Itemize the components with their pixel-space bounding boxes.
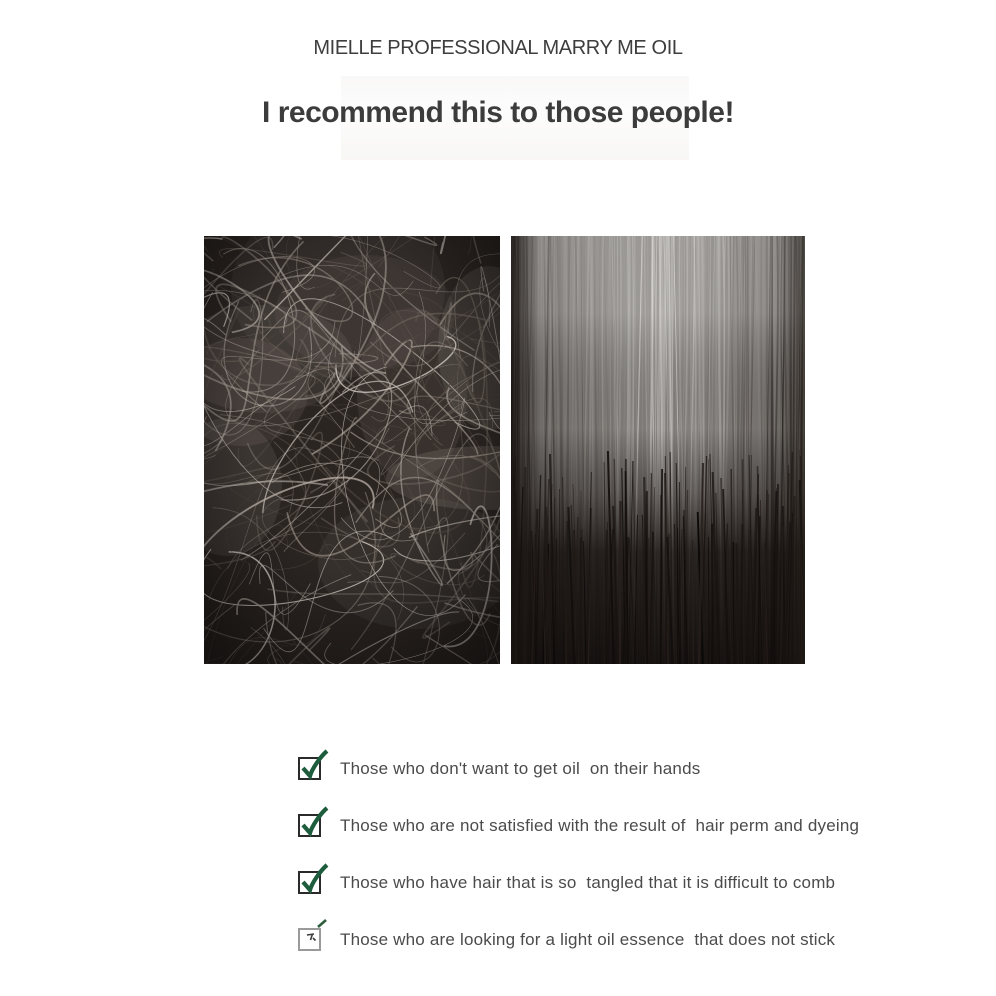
brand-line: MIELLE PROFESSIONAL MARRY ME OIL [313,37,683,59]
page-title: I recommend this to those people! [262,96,734,129]
checklist [298,757,859,985]
checklist-item [298,871,859,894]
checklist-item-label: Those who are not satisfied with the result of hair perm and dyeing [340,816,860,835]
checked-checkbox-icon [298,814,321,837]
before-after-comparison [204,236,805,664]
checklist-item-label: Those who have hair that is so tangled that it is difficult to comb [340,873,836,892]
checklist-item [298,928,859,951]
partial-checkbox-icon [298,928,321,951]
checklist-item-label: Those who don't want to get oil on their hands [340,759,701,778]
before-hair-image [204,236,500,664]
after-hair-image [511,236,805,664]
checked-checkbox-icon [298,757,321,780]
checklist-item-label: Those who are looking for a light oil essence that does not stick [340,930,836,949]
checked-checkbox-icon [298,871,321,894]
checklist-item [298,757,859,780]
checklist-item [298,814,859,837]
